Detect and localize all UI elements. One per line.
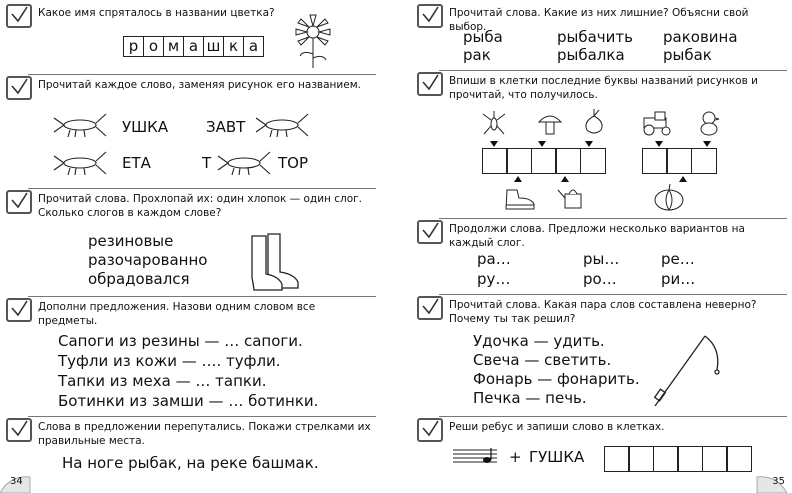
letter-cell: ш (203, 36, 224, 57)
task-instruction: Прочитай слова. Какие из них лишние? Объясни свой выбор. (449, 7, 749, 33)
pair-line: Фонарь — фонарить. (473, 370, 640, 388)
letter-cells (124, 36, 264, 57)
syllable: ро… (583, 270, 617, 288)
onion-icon (581, 108, 607, 136)
page-number: 34 (10, 476, 23, 487)
page-number: 35 (772, 476, 785, 487)
task-instruction: Продолжи слова. Предложи несколько вариантов на каждый слог. (449, 223, 745, 249)
task-last-letters (417, 70, 787, 216)
word-item: рак (463, 46, 491, 64)
word-tor: ТОР (278, 154, 309, 172)
task-continue-words (417, 218, 787, 292)
word-t: Т (202, 154, 212, 172)
crayfish-icon (252, 110, 310, 138)
pumpkin-icon (653, 182, 685, 212)
task-instruction: Прочитай слова. Прохлопай их: один хлопок — один слог. Сколько слогов в каждом слове? (38, 193, 362, 219)
left-page (6, 0, 376, 493)
answer-cell[interactable] (628, 446, 654, 472)
sentence-line: Сапоги из резины — … сапоги. (58, 332, 303, 350)
task-rebus-words (6, 74, 376, 186)
answer-cell[interactable] (604, 446, 630, 472)
mosquito-icon (481, 110, 507, 136)
syllable: ру… (477, 270, 511, 288)
sentence-line: Тапки из меха — … тапки. (58, 372, 267, 390)
task-rebus (417, 416, 787, 476)
mixed-sentence: На ноге рыбак, на реке башмак. (62, 454, 319, 472)
task-complete-sentences (6, 296, 376, 414)
syllable: ри… (661, 270, 696, 288)
music-staff-icon (453, 448, 499, 466)
word-item: обрадовался (88, 270, 190, 288)
task-word-pairs (417, 294, 787, 414)
rebus-word: ГУШКА (529, 448, 585, 466)
word-item: разочарованно (88, 251, 208, 269)
right-page (417, 0, 787, 493)
answer-cell[interactable] (702, 446, 728, 472)
crayfish-icon (50, 148, 108, 176)
word-item: рыбак (663, 46, 712, 64)
word-item: рыбалка (557, 46, 625, 64)
letter-cell: а (243, 36, 264, 57)
rebus-plus: + (509, 448, 522, 466)
arrow-markers (477, 138, 737, 186)
letter-cell: к (223, 36, 244, 57)
task-syllables (6, 188, 376, 294)
letter-cell: о (143, 36, 164, 57)
word-item: рыбачить (557, 28, 633, 46)
chick-icon (697, 110, 721, 136)
letter-cell: р (123, 36, 144, 57)
word-item: резиновые (88, 232, 174, 250)
rebus-answer-cells (605, 446, 752, 472)
word-ushka: УШКА (122, 118, 169, 136)
tractor-icon (641, 110, 675, 136)
task-odd-words (417, 2, 787, 68)
task-instruction: Реши ребус и запиши слово в клетках. (449, 421, 665, 433)
task-instruction: Прочитай каждое слово, заменяя рисунок его названием. (38, 79, 361, 91)
word-eta: ЕТА (122, 154, 151, 172)
sentence-line: Ботинки из замши — … ботинки. (58, 392, 319, 410)
rubber-boots-icon (244, 230, 306, 292)
task-instruction: Слова в предложении перепутались. Покажи стрелками их правильные места. (38, 421, 371, 447)
task-instruction: Прочитай слова. Какая пара слов составлена неверно? Почему ты так решил? (449, 299, 757, 325)
task-instruction: Дополни предложения. Назови одним словом все предметы. (38, 301, 316, 327)
watering-can-icon (557, 184, 587, 212)
letter-cell: м (163, 36, 184, 57)
sentence-line: Туфли из кожи — …. туфли. (58, 352, 281, 370)
sneaker-icon (503, 184, 537, 212)
crayfish-icon (214, 148, 272, 176)
answer-cell[interactable] (677, 446, 703, 472)
task-flower-name (6, 2, 376, 72)
answer-cell[interactable] (726, 446, 752, 472)
syllable: ра… (477, 250, 511, 268)
pair-line: Печка — печь. (473, 389, 587, 407)
task-instruction: Впиши в клетки последние буквы названий рисунков и прочитай, что получилось. (449, 75, 758, 101)
letter-cell: а (183, 36, 204, 57)
daisy-icon (288, 12, 338, 70)
word-item: рыба (463, 28, 503, 46)
word-item: раковина (663, 28, 738, 46)
task-instruction: Какое имя спряталось в названии цветка? (38, 7, 275, 19)
task-mixed-sentence (6, 416, 376, 476)
pair-line: Удочка — удить. (473, 332, 605, 350)
syllable: ры… (583, 250, 620, 268)
answer-cell[interactable] (653, 446, 679, 472)
pair-line: Свеча — светить. (473, 351, 612, 369)
mushroom-icon (537, 110, 563, 136)
word-zavt: ЗАВТ (206, 118, 246, 136)
fishing-rod-icon (649, 330, 725, 410)
syllable: ре… (661, 250, 695, 268)
crayfish-icon (50, 110, 108, 138)
